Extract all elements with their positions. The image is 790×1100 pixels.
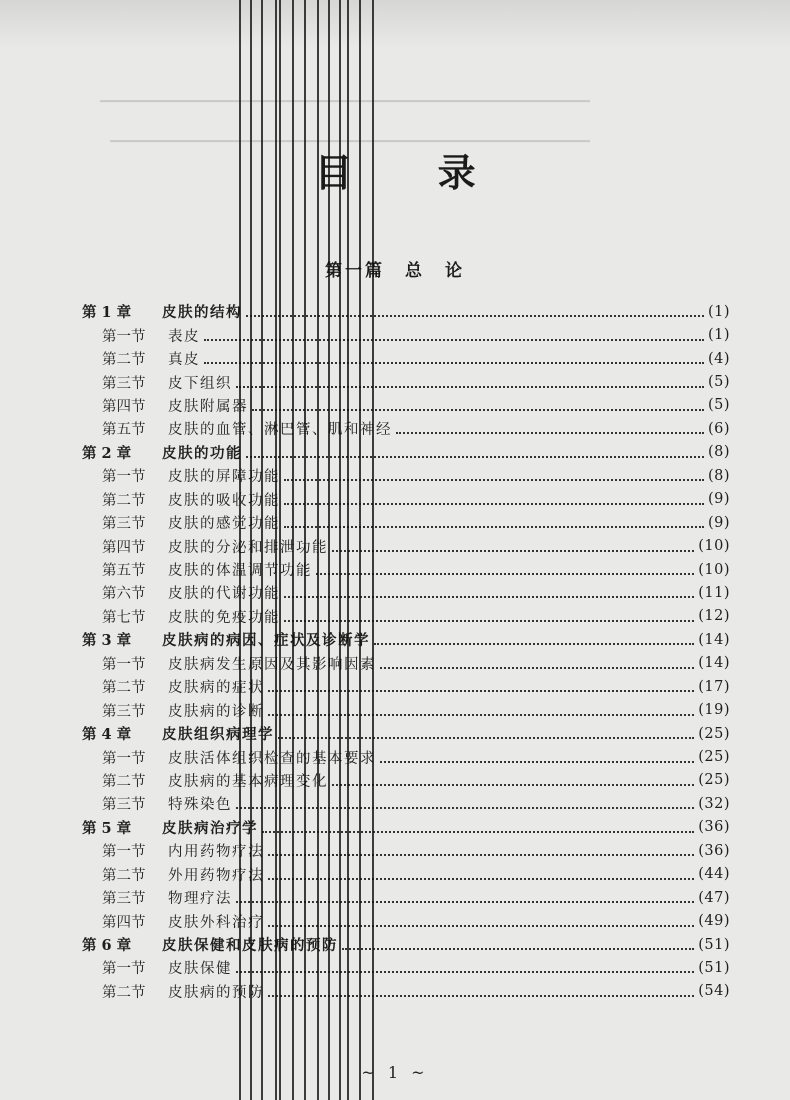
toc-entry-page-number: (54): [698, 983, 730, 1000]
toc-entry-page-number: (12): [698, 608, 730, 625]
toc-entry-title: 内用药物疗法: [168, 844, 264, 861]
toc-chapter-row: [82, 933, 730, 956]
dot-leader: [236, 806, 694, 809]
toc-entry-title: 真皮: [168, 352, 200, 369]
toc-entry-page-number: (5): [707, 397, 730, 414]
toc-entry-label: 第二节: [102, 984, 146, 1001]
toc-chapter-row: [82, 300, 730, 323]
bleed-through-text: ▁▁▁▁▁▁▁▁▁▁▁▁▁▁▁▁▁▁▁▁▁▁▁▁▁▁▁▁▁▁▁▁▁▁▁▁▁▁▁▁▁▁▁▁▁▁▁▁▁: [100, 88, 590, 103]
dot-leader: [396, 431, 704, 434]
toc-entry-label: 第一节: [102, 656, 146, 673]
toc-section-row: [82, 839, 730, 862]
dot-leader: [268, 994, 694, 997]
toc-section-row: [82, 394, 730, 417]
toc-entry-page-number: (19): [698, 702, 730, 719]
toc-section-row: [82, 581, 730, 604]
toc-entry-title: 皮肤的代谢功能: [168, 586, 280, 603]
toc-entry-page-number: (25): [698, 749, 730, 766]
toc-section-row: [82, 370, 730, 393]
toc-entry-label: 第 2 章: [82, 444, 132, 462]
toc-entry-label: 第 1 章: [82, 304, 132, 322]
dot-leader: [278, 736, 694, 739]
toc-section-row: [82, 534, 730, 557]
toc-entry-page-number: (44): [698, 866, 730, 883]
toc-entry-title: 皮肤病的诊断: [168, 703, 264, 720]
toc-entry-title: 皮肤附属器: [168, 398, 248, 415]
table-of-contents: [82, 300, 730, 1003]
toc-entry-label: 第一节: [102, 844, 146, 861]
toc-section-row: [82, 886, 730, 909]
toc-chapter-row: [82, 722, 730, 745]
toc-section-row: [82, 323, 730, 346]
toc-entry-title: 皮肤的免疫功能: [168, 609, 280, 626]
toc-entry-title: 皮肤保健和皮肤病的预防: [162, 937, 338, 955]
toc-section-row: [82, 605, 730, 628]
toc-entry-title: 皮肤的感觉功能: [168, 516, 280, 533]
dot-leader: [268, 713, 694, 716]
dot-leader: [284, 525, 704, 528]
toc-entry-page-number: (10): [698, 538, 730, 555]
scan-edge-shadow: [0, 0, 790, 48]
toc-entry-page-number: (32): [698, 795, 730, 812]
toc-entry-title: 皮肤的体温调节功能: [168, 563, 312, 580]
toc-entry-label: 第六节: [102, 586, 146, 603]
toc-entry-label: 第七节: [102, 609, 146, 626]
toc-section-row: [82, 675, 730, 698]
dot-leader: [204, 361, 704, 364]
toc-entry-label: 第二节: [102, 352, 146, 369]
toc-entry-title: 表皮: [168, 328, 200, 345]
toc-section-row: [82, 558, 730, 581]
dot-leader: [284, 595, 694, 598]
toc-entry-page-number: (36): [698, 842, 730, 859]
toc-entry-label: 第二节: [102, 492, 146, 509]
toc-entry-label: 第 6 章: [82, 937, 132, 955]
dot-leader: [284, 619, 694, 622]
dot-leader: [284, 502, 704, 505]
toc-entry-label: 第三节: [102, 891, 146, 908]
dot-leader: [332, 783, 694, 786]
dot-leader: [236, 385, 704, 388]
toc-entry-label: 第三节: [102, 375, 146, 392]
dot-leader: [316, 572, 694, 575]
toc-entry-title: 皮肤的功能: [162, 444, 242, 462]
toc-entry-page-number: (17): [698, 678, 730, 695]
toc-entry-title: 皮肤的分泌和排泄功能: [168, 539, 328, 556]
toc-entry-page-number: (8): [707, 467, 730, 484]
toc-entry-title: 皮肤病的病因、症状及诊断学: [162, 632, 370, 650]
toc-entry-page-number: (36): [698, 819, 730, 836]
toc-section-row: [82, 792, 730, 815]
bleed-through-text: ▁▁▁▁▁▁▁▁▁▁▁▁▁▁▁▁▁▁▁▁▁▁▁▁▁▁▁▁▁▁▁▁▁▁▁▁▁▁▁▁▁▁▁▁▁▁▁▁: [110, 128, 590, 143]
toc-entry-label: 第二节: [102, 680, 146, 697]
toc-entry-page-number: (49): [698, 913, 730, 930]
dot-leader: [374, 642, 694, 645]
toc-entry-page-number: (6): [707, 420, 730, 437]
page-number-footer: ~ 1 ~: [361, 1063, 429, 1082]
toc-section-row: [82, 980, 730, 1003]
toc-entry-title: 皮肤的结构: [162, 304, 242, 322]
toc-section-row: [82, 464, 730, 487]
toc-entry-label: 第一节: [102, 961, 146, 978]
toc-entry-page-number: (4): [707, 350, 730, 367]
toc-entry-title: 皮肤病的症状: [168, 680, 264, 697]
toc-section-row: [82, 511, 730, 534]
toc-entry-label: 第五节: [102, 422, 146, 439]
dot-leader: [246, 314, 704, 317]
toc-section-row: [82, 652, 730, 675]
toc-entry-page-number: (14): [698, 631, 730, 648]
toc-chapter-row: [82, 816, 730, 839]
toc-entry-page-number: (14): [698, 655, 730, 672]
toc-section-row: [82, 956, 730, 979]
toc-entry-label: 第四节: [102, 914, 146, 931]
toc-entry-title: 皮下组织: [168, 375, 232, 392]
toc-entry-title: 皮肤组织病理学: [162, 726, 274, 744]
dot-leader: [204, 338, 704, 341]
toc-section-row: [82, 909, 730, 932]
toc-section-row: [82, 347, 730, 370]
toc-entry-title: 皮肤病的基本病理变化: [168, 773, 328, 790]
toc-chapter-row: [82, 628, 730, 651]
toc-entry-title: 皮肤外科治疗: [168, 914, 264, 931]
dot-leader: [268, 853, 694, 856]
toc-section-row: [82, 863, 730, 886]
toc-entry-label: 第二节: [102, 773, 146, 790]
toc-entry-title: 物理疗法: [168, 891, 232, 908]
dot-leader: [342, 947, 694, 950]
toc-entry-page-number: (9): [707, 514, 730, 531]
toc-section-row: [82, 745, 730, 768]
dot-leader: [284, 478, 704, 481]
toc-entry-label: 第一节: [102, 328, 146, 345]
toc-section-row: [82, 417, 730, 440]
toc-entry-page-number: (51): [698, 959, 730, 976]
toc-entry-title: 皮肤病发生原因及其影响因素: [168, 656, 376, 673]
dot-leader: [268, 689, 694, 692]
page-title: 目 录: [314, 150, 512, 195]
toc-entry-title: 特殊染色: [168, 797, 232, 814]
toc-entry-label: 第一节: [102, 750, 146, 767]
toc-entry-title: 皮肤的血管、淋巴管、肌和神经: [168, 422, 392, 439]
dot-leader: [268, 924, 694, 927]
toc-entry-page-number: (47): [698, 889, 730, 906]
toc-entry-label: 第五节: [102, 563, 146, 580]
toc-entry-label: 第三节: [102, 516, 146, 533]
dot-leader: [262, 830, 694, 833]
toc-entry-label: 第三节: [102, 703, 146, 720]
dot-leader: [268, 877, 694, 880]
dot-leader: [380, 666, 694, 669]
toc-section-row: [82, 698, 730, 721]
toc-entry-title: 外用药物疗法: [168, 867, 264, 884]
toc-entry-title: 皮肤保健: [168, 961, 232, 978]
toc-entry-label: 第 4 章: [82, 726, 132, 744]
toc-entry-page-number: (25): [698, 772, 730, 789]
part-heading: 第一篇 总 论: [325, 261, 465, 281]
toc-entry-label: 第四节: [102, 398, 146, 415]
dot-leader: [380, 760, 694, 763]
toc-entry-page-number: (25): [698, 725, 730, 742]
toc-entry-title: 皮肤的屏障功能: [168, 469, 280, 486]
toc-entry-page-number: (11): [698, 584, 730, 601]
dot-leader: [252, 408, 704, 411]
toc-entry-title: 皮肤的吸收功能: [168, 492, 280, 509]
toc-entry-label: 第 5 章: [82, 819, 132, 837]
toc-entry-label: 第三节: [102, 797, 146, 814]
toc-entry-label: 第一节: [102, 469, 146, 486]
toc-entry-label: 第四节: [102, 539, 146, 556]
toc-entry-page-number: (1): [707, 327, 730, 344]
dot-leader: [332, 549, 694, 552]
toc-entry-title: 皮肤病的预防: [168, 984, 264, 1001]
toc-entry-page-number: (9): [707, 491, 730, 508]
toc-entry-title: 皮肤活体组织检查的基本要求: [168, 750, 376, 767]
toc-entry-label: 第 3 章: [82, 632, 132, 650]
toc-entry-page-number: (10): [698, 561, 730, 578]
toc-chapter-row: [82, 441, 730, 464]
toc-entry-page-number: (5): [707, 374, 730, 391]
toc-entry-page-number: (8): [707, 444, 730, 461]
dot-leader: [236, 970, 694, 973]
toc-section-row: [82, 769, 730, 792]
toc-entry-title: 皮肤病治疗学: [162, 819, 258, 837]
toc-section-row: [82, 488, 730, 511]
dot-leader: [236, 900, 694, 903]
toc-entry-page-number: (51): [698, 936, 730, 953]
dot-leader: [246, 455, 704, 458]
toc-entry-label: 第二节: [102, 867, 146, 884]
toc-entry-page-number: (1): [707, 303, 730, 320]
